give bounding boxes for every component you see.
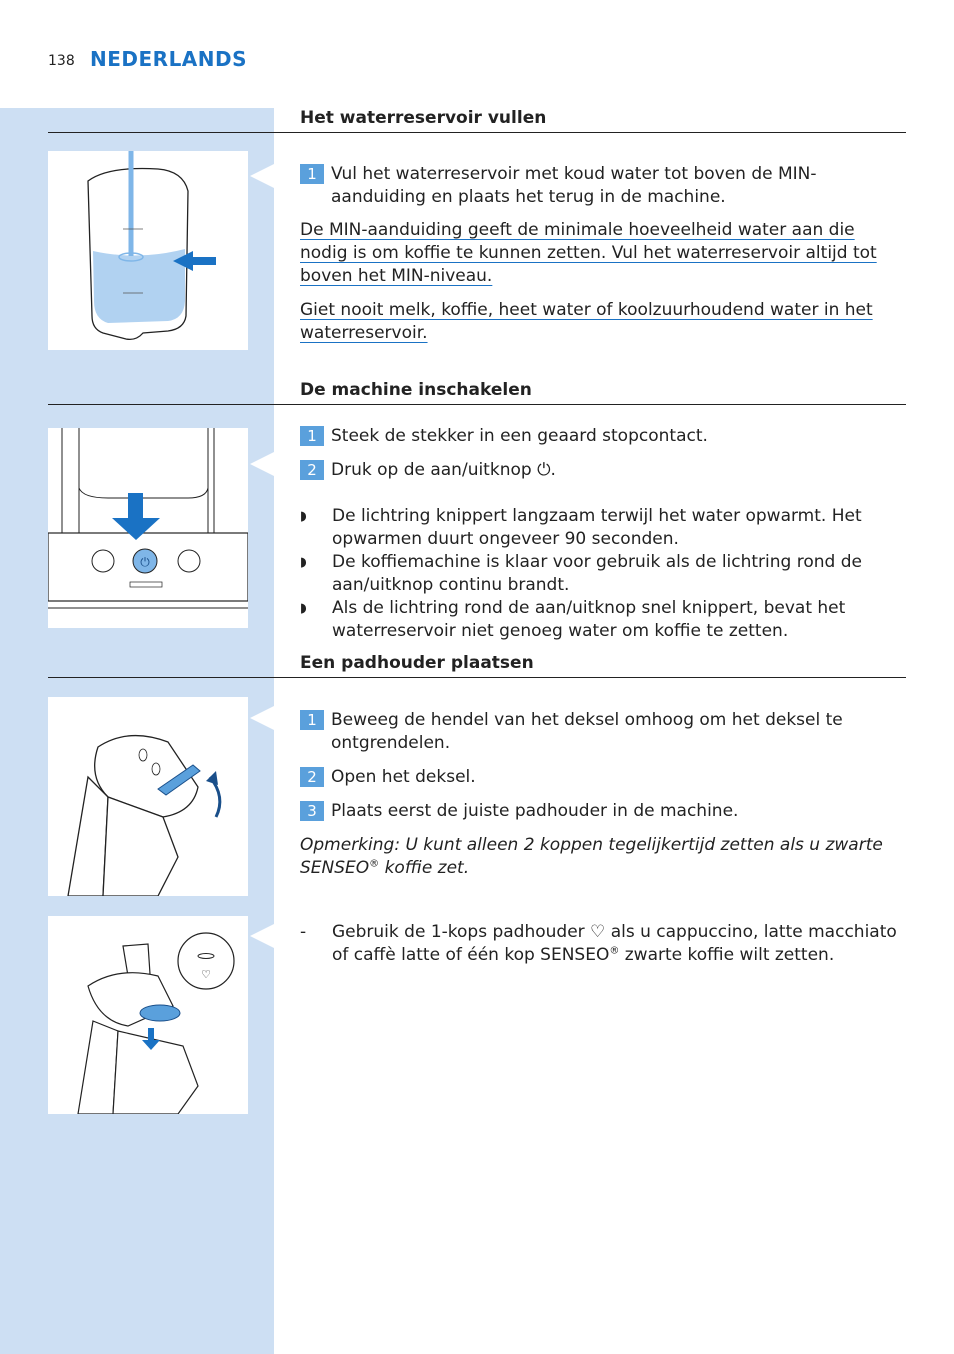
lid-lever-illustration (48, 697, 248, 896)
step-number: 1 (300, 164, 324, 184)
step-item (300, 766, 906, 789)
bullet-item (300, 505, 906, 551)
min-level-paragraph: De MIN-aanduiding geeft de minimale hoeveelheid water aan die nodig is om koffie te kunnen zetten. Vul het waterreservoir altijd tot boven het MIN-niveau. (300, 220, 877, 286)
figure-pointer (250, 164, 274, 188)
section3-body (300, 709, 906, 967)
bullet-arrow-icon: ◗ (300, 509, 307, 524)
step-number: 1 (300, 710, 324, 730)
note-text: U kunt alleen 2 koppen tegelijkertijd zetten als u zwarte SENSEO (300, 835, 883, 878)
step-text: Open het deksel. (331, 767, 476, 787)
dash-text-a: Gebruik de 1-kops padhouder ♡ als u cappuccino, latte macchiato of caffè latte of één kop SENSEO (332, 922, 897, 965)
step-number: 1 (300, 426, 324, 446)
section-rule (48, 132, 906, 133)
section2-body (300, 425, 906, 643)
language-heading: NEDERLANDS (90, 47, 248, 71)
section-title-switch-on: De machine inschakelen (300, 380, 532, 400)
section-title-water-tank: Het waterreservoir vullen (300, 108, 547, 128)
registered-mark: ® (609, 945, 620, 957)
section1-body (300, 163, 906, 345)
figure-water-tank (48, 151, 248, 350)
figure-power-button (48, 428, 248, 628)
figure-pointer (250, 452, 274, 476)
step-text: Steek de stekker in een geaard stopcontact. (331, 426, 708, 446)
dash-text-b: zwarte koffie wilt zetten. (619, 945, 835, 965)
step-number: 3 (300, 801, 324, 821)
pad-holder-illustration (48, 916, 248, 1114)
step-text: Plaats eerst de juiste padhouder in de machine. (331, 801, 739, 821)
bullet-arrow-icon: ◗ (300, 555, 307, 570)
figure-lid-lever (48, 697, 248, 896)
svg-text:♡: ♡ (201, 968, 211, 981)
note-label: Opmerking: (300, 835, 401, 855)
note-end: koffie zet. (379, 858, 470, 878)
step-number: 2 (300, 767, 324, 787)
bullet-item (300, 551, 906, 597)
bullet-text: De lichtring knippert langzaam terwijl het water opwarmt. Het opwarmen duurt ongeveer 90 seconden. (332, 506, 862, 549)
bullet-item (300, 597, 906, 643)
step-item (300, 800, 906, 823)
registered-mark: ® (369, 858, 380, 870)
svg-text:⏻: ⏻ (140, 555, 150, 569)
figure-pointer (250, 706, 274, 730)
section-rule (48, 404, 906, 405)
bullet-arrow-icon: ◗ (300, 601, 307, 616)
note-paragraph (300, 834, 906, 880)
bullet-text: Als de lichtring rond de aan/uitknop snel knippert, bevat het waterreservoir niet genoeg water om koffie te zetten. (332, 598, 846, 641)
dash-item (300, 921, 906, 967)
bullet-list (300, 505, 906, 643)
figure-pointer (250, 924, 274, 948)
step-text: Druk op de aan/uitknop ⏻. (331, 460, 556, 480)
dash-text (332, 921, 906, 967)
figure-pad-holder (48, 916, 248, 1114)
step-item (300, 709, 906, 755)
dash-mark: - (300, 922, 307, 942)
step-item (300, 425, 906, 448)
step-number: 2 (300, 460, 324, 480)
warning-paragraph: Giet nooit melk, koffie, heet water of koolzuurhoudend water in het waterreservoir. (300, 300, 873, 343)
step-text: Beweeg de hendel van het deksel omhoog om het deksel te ontgrendelen. (331, 710, 843, 753)
step-text: Vul het waterreservoir met koud water tot boven de MIN-aanduiding en plaats het terug in de machine. (331, 164, 817, 207)
page-number: 138 (48, 53, 75, 69)
bullet-text: De koffiemachine is klaar voor gebruik als de lichtring rond de aan/uitknop continu brandt. (332, 552, 862, 595)
water-tank-illustration (48, 151, 248, 350)
section-title-pad-holder: Een padhouder plaatsen (300, 653, 534, 673)
section-rule (48, 677, 906, 678)
step-item (300, 163, 906, 209)
power-button-illustration (48, 428, 248, 628)
step-item (300, 459, 906, 482)
